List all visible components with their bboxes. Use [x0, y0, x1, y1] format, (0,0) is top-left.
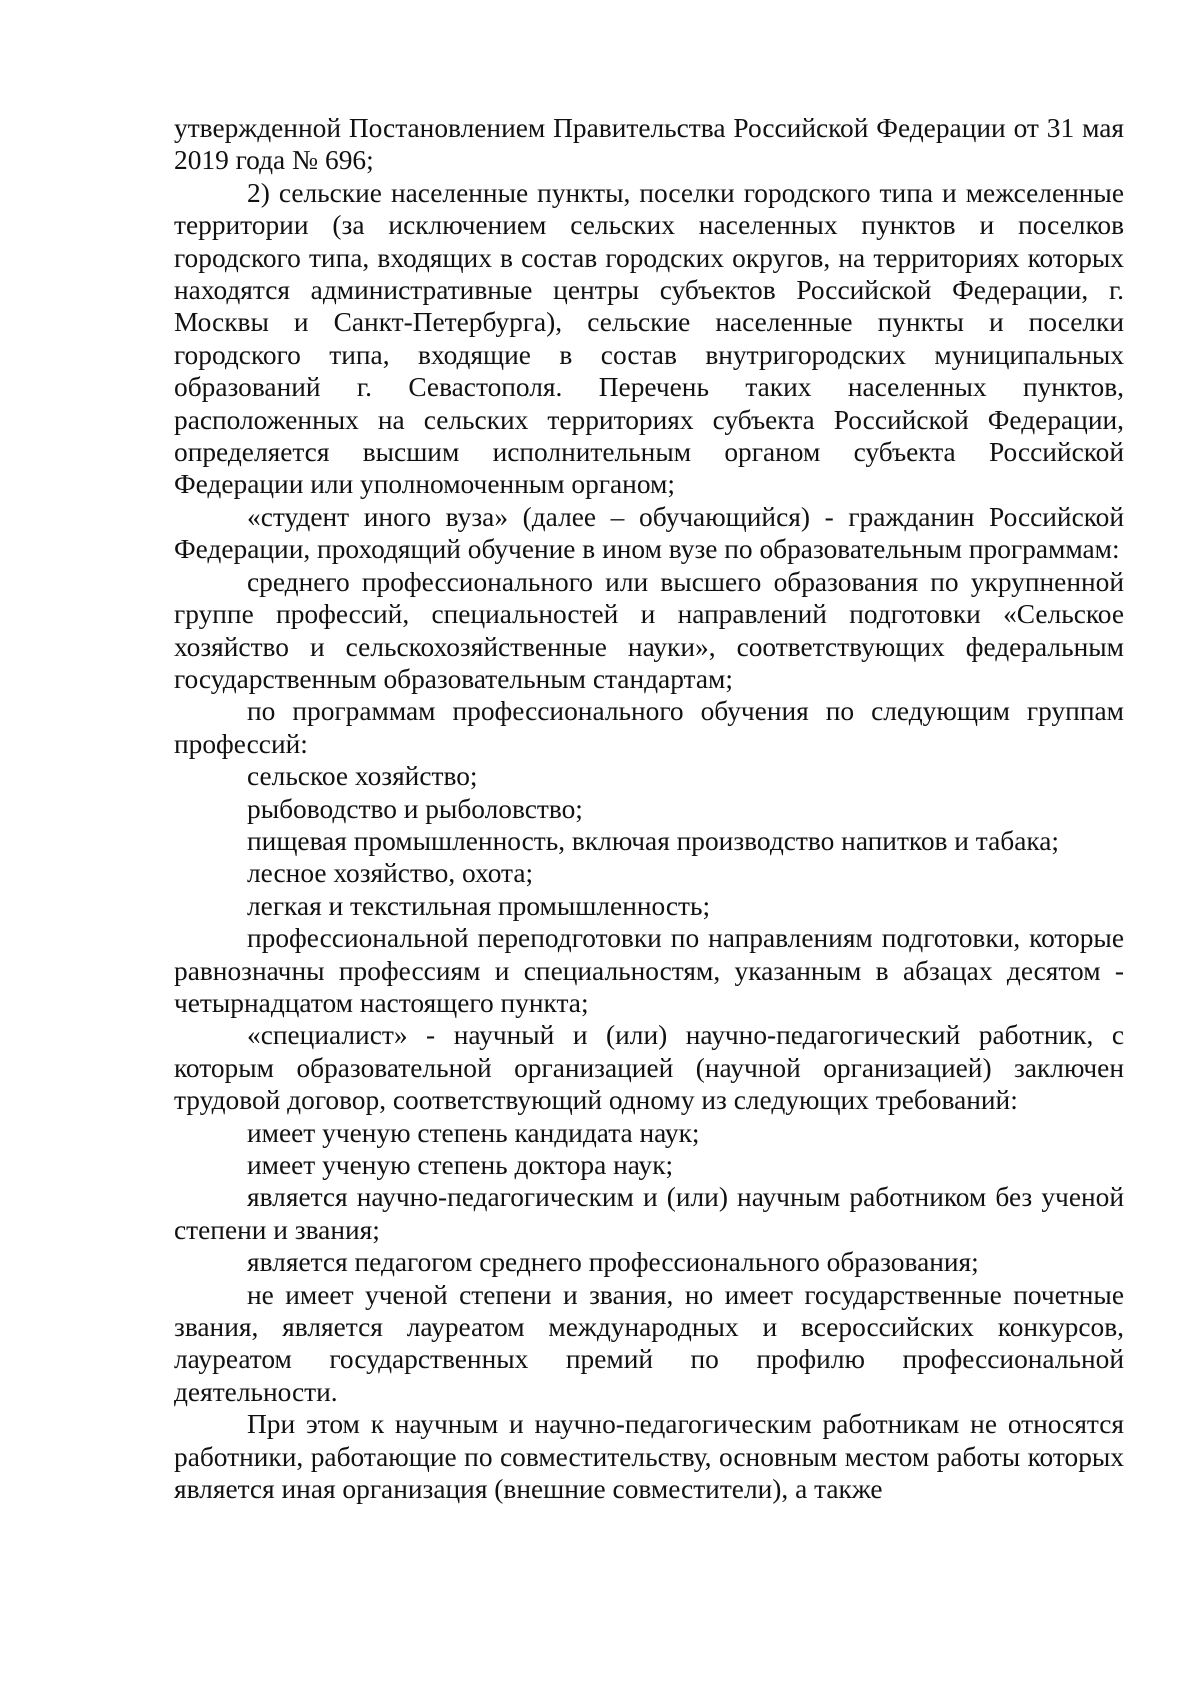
list-item: является научно-педагогическим и (или) научным работником без ученой степени и звания; — [174, 1182, 1124, 1245]
list-item: рыбоводство и рыболовство; — [247, 793, 583, 824]
list-item: легкая и текстильная промышленность; — [247, 890, 711, 921]
paragraph: среднего профессионального или высшего образования по укрупненной группе профессий, специальностей и направлений подготовки «Сельское хозяйство и сельскохозяйственные науки», соответствующих федеральным государственным образовательным стандартам; — [174, 566, 1124, 694]
paragraph: При этом к научным и научно-педагогическим работникам не относятся работники, работающие по совместительству, основным местом работы которых является иная организация (внешние совместители), а также — [174, 1409, 1124, 1505]
paragraph: по программам профессионального обучения по следующим группам профессий: — [174, 696, 1124, 759]
list-item: лесное хозяйство, охота; — [247, 858, 534, 889]
list-item: имеет ученую степень кандидата наук; — [247, 1117, 700, 1148]
paragraph: 2) сельские населенные пункты, поселки городского типа и межселенные территории (за исключением сельских населенных пунктов и поселков городского типа, входящих в состав городских округов, на территориях которых находятся административные центры субъектов Российской Федерации, г. Москвы и Санкт-Петербурга), сельские населенные пункты и поселки городского типа, входящие в состав внутригородских муниципальных образований г. Севастополя. Перечень таких населенных пунктов, расположенных на сельских территориях субъекта Российской Федерации, определяется высшим исполнительным органом субъекта Российской Федерации или уполномоченным органом; — [174, 177, 1124, 500]
paragraph: «специалист» - научный и (или) научно-педагогический работник, с которым образовательной организацией (научной организацией) заключен трудовой договор, соответствующий одному из следующих требований: — [174, 1020, 1124, 1116]
list-item: не имеет ученой степени и звания, но имеет государственные почетные звания, является лауреатом международных и всероссийских конкурсов, лауреатом государственных премий по профилю профессиональной деятельности. — [174, 1279, 1124, 1407]
paragraph: утвержденной Постановлением Правительства Российской Федерации от 31 мая 2019 года № 696; — [174, 113, 1124, 176]
list-item: пищевая промышленность, включая производство напитков и табака; — [247, 825, 1060, 856]
list-item: является педагогом среднего профессионального образования; — [247, 1247, 979, 1278]
paragraph: «студент иного вуза» (далее – обучающийся) - гражданин Российской Федерации, проходящий обучение в ином вузе по образовательным программам: — [174, 501, 1124, 565]
list-item: сельское хозяйство; — [247, 761, 478, 792]
list-item: имеет ученую степень доктора наук; — [247, 1150, 674, 1180]
document-body — [174, 112, 1124, 1505]
paragraph: профессиональной переподготовки по направлениям подготовки, которые равнозначны профессиям и специальностям, указанным в абзацах десятом - четырнадцатом настоящего пункта; — [174, 923, 1124, 1018]
